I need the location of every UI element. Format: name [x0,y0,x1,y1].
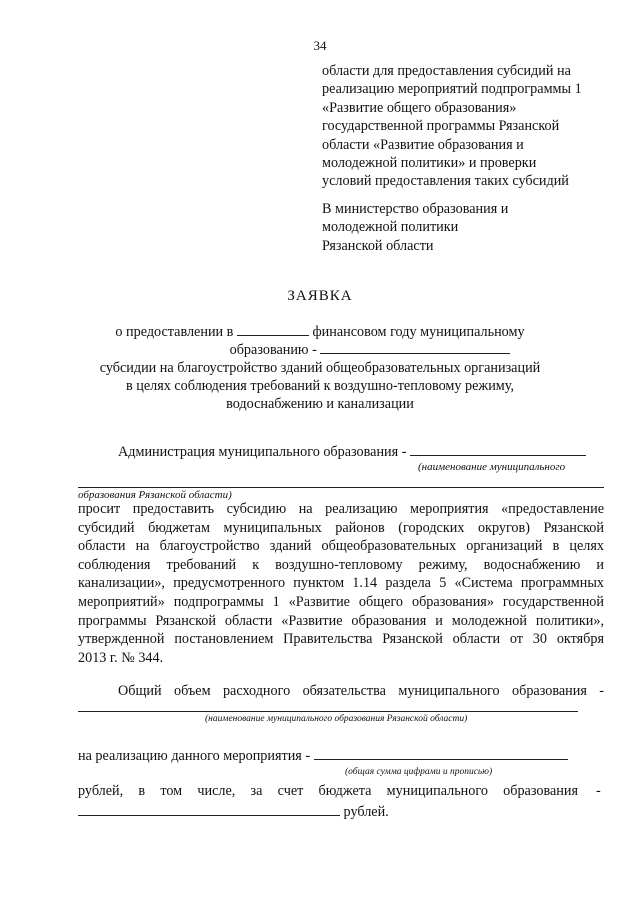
header-line: области «Развитие образования и [322,136,524,153]
admin-line [118,442,586,461]
addressee-line: В министерство образования и [322,201,509,217]
subtitle-line-3: субсидии на благоустройство зданий общеобразовательных организаций [99,360,541,376]
caption-name-1: (наименование муниципального [418,461,566,473]
header-line: условий предоставления таких субсидий [322,173,569,190]
implementation-line [78,746,568,765]
subtitle-text: образованию - [229,342,317,358]
header-block [322,62,622,191]
caption-name-2: образования Рязанской области) [78,489,232,501]
body-line: канализации», предусмотренного пунктом 1.14 раздела 5 «Система программных [78,575,604,592]
subtitle-line-5: водоснабжению и канализации [226,396,414,412]
admin-text: Администрация муниципального образования - [118,444,407,460]
subtitle-line-1 [0,322,640,341]
caption-amount: (общая сумма цифрами и прописью) [345,767,493,777]
addressee-block [322,200,622,255]
name-blank-line [78,487,604,488]
body-line: 2013 г. № 344. [78,649,164,666]
header-line: реализацию мероприятий подпрограммы 1 [322,81,582,98]
body-line: области на благоустройство зданий общеобразовательных организаций в целях [78,538,604,555]
rubles-end-text: рублей. [343,804,389,820]
body-paragraph [78,500,604,667]
subtitle-line-2 [90,340,640,359]
subtitle-text: о предоставлении в [115,324,234,340]
body-line: мероприятий» подпрограммы 1 «Развитие общего образования» государственной [78,593,604,610]
addressee-line: Рязанской области [322,237,434,254]
year-blank [237,322,309,336]
body-line: соблюдения требований к воздушно-тепловому режиму, водоснабжению и [78,556,604,573]
body-line: утвержденной постановлением Правительства Рязанской области от 30 октября [78,631,604,648]
subtitle-text: финансовом году муниципальному [312,324,525,340]
amount-blank [314,746,568,760]
body-line: программы Рязанской области «Развитие образования и молодежной политики», [78,612,604,629]
header-line: области для предоставления субсидий на [322,63,571,79]
header-line: «Развитие общего образования» [322,99,517,116]
body-line: просит предоставить субсидию на реализацию мероприятия «предоставление [78,501,604,517]
page-number: 34 [313,38,327,53]
caption-name-full: (наименование муниципального образования Рязанской области) [205,714,468,724]
volume-line: Общий объем расходного обязательства муниципального образования - [118,683,604,699]
header-line: государственной программы Рязанской [322,118,560,135]
budget-blank [78,802,340,816]
implementation-text: на реализацию данного мероприятия - [78,748,311,764]
rubles-end-line [78,802,389,821]
addressee-line: молодежной политики [322,219,459,236]
body-line: субсидий бюджетам муниципальных районов (городских округов) Рязанской [78,519,604,536]
document-title: ЗАЯВКА [287,288,353,304]
rubles-dash: - [596,783,601,799]
admin-blank [410,442,586,456]
municipality-blank [320,340,510,354]
header-line: молодежной политики» и проверки [322,155,537,172]
volume-blank-line [78,711,578,712]
rubles-line: рублей, в том числе, за счет бюджета муниципального образования [78,783,578,799]
subtitle-line-4: в целях соблюдения требований к воздушно-тепловому режиму, [126,378,514,394]
